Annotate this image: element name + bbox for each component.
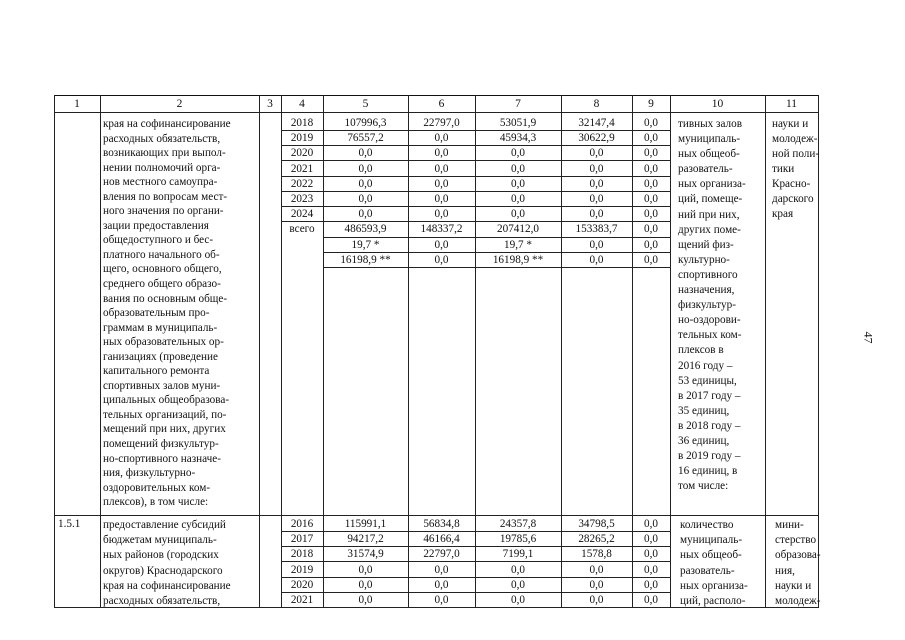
cell-c8: 32147,4: [578, 117, 615, 129]
row-sep: [281, 577, 670, 578]
cell-c9: 0,0: [644, 594, 658, 606]
cell-c8: 0,0: [589, 594, 604, 606]
cell-c7: 0,0: [511, 564, 525, 576]
cell-c6: 0,0: [434, 163, 449, 175]
cell-c6: 0,0: [434, 579, 449, 591]
header-col-5: 5: [362, 98, 369, 110]
cell-c8: 0,0: [589, 147, 604, 159]
cell-c8: 28265,2: [578, 533, 615, 545]
cell-c5: 107996,3: [344, 117, 387, 129]
cell-c9: 0,0: [644, 117, 658, 129]
row-sep: [281, 176, 670, 177]
row-sep: [281, 546, 670, 547]
cell-c7: 0,0: [511, 147, 525, 159]
cell-c8: 34798,5: [578, 518, 615, 530]
cell-c6: 22797,0: [423, 548, 460, 560]
cell-c9: 0,0: [644, 178, 658, 190]
cell-c9: 0,0: [644, 132, 658, 144]
page-number: 47: [861, 331, 876, 344]
header-col-7: 7: [515, 98, 521, 110]
row-sep: [281, 145, 670, 146]
cell-year: 2020: [290, 147, 314, 159]
cell-c7: 19,7 *: [504, 239, 532, 251]
responsible-executor: науки и молодеж- ной поли- тики Красно- дарского края: [772, 118, 820, 220]
header-col-4: 4: [299, 98, 305, 110]
cell-c5: 0,0: [358, 208, 373, 220]
responsible-executor-2: мини- стерство образова- ния, науки и молодеж-: [775, 519, 821, 608]
cell-c7: 45934,3: [499, 132, 537, 144]
cell-c8: 0,0: [589, 564, 604, 576]
header-col-6: 6: [438, 98, 445, 110]
cell-c9: 0,0: [644, 254, 658, 266]
cell-c5: 19,7 *: [351, 239, 380, 251]
row-sep: [323, 237, 670, 238]
row-sep: [281, 531, 670, 532]
cell-c5: 0,0: [358, 594, 373, 606]
cell-c6: 0,0: [434, 594, 449, 606]
table-top-border: [54, 95, 818, 96]
cell-year: 2018: [290, 117, 314, 129]
cell-c5: 0,0: [358, 193, 373, 205]
cell-c6: 0,0: [434, 239, 449, 251]
col-line-1: [100, 95, 101, 608]
cell-c6: 148337,2: [420, 223, 463, 235]
cell-c8: 0,0: [589, 208, 604, 220]
cell-c6: 0,0: [434, 208, 449, 220]
cell-c7: 24357,8: [499, 518, 537, 530]
cell-year: 2023: [290, 193, 314, 205]
cell-c9: 0,0: [644, 208, 658, 220]
cell-c8: 0,0: [589, 178, 604, 190]
header-col-1: 1: [74, 98, 80, 110]
cell-year: 2019: [290, 564, 314, 576]
cell-c8: 1578,8: [581, 548, 612, 560]
cell-c5: 486593,9: [344, 223, 387, 235]
header-bottom-border: [54, 112, 818, 113]
result-description-2: количество муниципаль- ных общеоб- разователь- ных организа- ций, располо-: [680, 519, 748, 608]
cell-year: 2018: [290, 548, 314, 560]
col-line-9: [670, 95, 671, 608]
cell-c7: 0,0: [511, 594, 525, 606]
cell-c9: 0,0: [644, 518, 658, 530]
row-sep: [281, 191, 670, 192]
cell-c7: 0,0: [511, 193, 525, 205]
cell-c5: 0,0: [358, 579, 373, 591]
cell-c5: 31574,9: [347, 548, 384, 560]
cell-c9: 0,0: [644, 564, 658, 576]
cell-c6: 0,0: [434, 178, 449, 190]
cell-c9: 0,0: [644, 163, 658, 175]
header-col-10: 10: [711, 98, 724, 110]
cell-c5: 0,0: [358, 147, 373, 159]
row-sep: [281, 221, 670, 222]
cell-c7: 0,0: [511, 579, 525, 591]
col-line-0: [54, 95, 55, 608]
col-line-10: [765, 95, 766, 608]
cell-c7: 0,0: [511, 163, 525, 175]
header-col-9: 9: [648, 98, 654, 110]
cell-year: 2022: [290, 178, 314, 190]
cell-c6: 0,0: [434, 147, 449, 159]
cell-c5: 0,0: [358, 163, 373, 175]
cell-c9: 0,0: [644, 193, 658, 205]
row-sep: [281, 561, 670, 562]
header-col-2: 2: [176, 98, 183, 110]
measure-description: края на софинансирование расходных обязательств, возникающих при выпол- нении полномочий орга- нов местного самоупра- вления по вопросам мест- ного значения по органи- зации предоставления общедоступного и бес- платного начального об- щего, основного общего, среднего общего образо- вания по основным обще- образовательным про- граммам в муниципаль- ных образовательных ор- ганизациях (проведение капитального ремонта спортивных залов муни- ципальных общеобразова- тельных организаций, по- мещений при них, других помещений физкультур- но-спортивного назначе- ния, физкультурно- оздоровительных ком- плексов), в том числе:: [103, 118, 231, 509]
cell-c8: 0,0: [589, 254, 604, 266]
cell-c9: 0,0: [644, 579, 658, 591]
cell-c7: 0,0: [511, 208, 525, 220]
col-line-2: [259, 95, 260, 608]
cell-year: 2016: [290, 518, 314, 530]
cell-c9: 0,0: [644, 147, 658, 159]
cell-c5: 94217,2: [347, 533, 384, 545]
cell-c7: 0,0: [511, 178, 525, 190]
cell-c9: 0,0: [644, 223, 658, 235]
cell-c5: 115991,1: [344, 518, 387, 530]
cell-c7: 53051,9: [499, 117, 537, 129]
header-col-8: 8: [593, 98, 600, 110]
row-sep: [323, 267, 670, 268]
cell-c6: 0,0: [434, 254, 449, 266]
row-sep: [281, 160, 670, 161]
cell-c5: 0,0: [358, 564, 373, 576]
cell-c7: 7199,1: [502, 548, 534, 560]
cell-c5: 16198,9 **: [340, 254, 391, 266]
row-sep: [281, 130, 670, 131]
cell-c6: 0,0: [434, 132, 449, 144]
row-sep: [281, 592, 670, 593]
row-sep: [323, 252, 670, 253]
cell-c9: 0,0: [644, 239, 658, 251]
cell-c7: 207412,0: [497, 223, 539, 235]
cell-year: всего: [289, 223, 315, 235]
cell-c9: 0,0: [644, 548, 658, 560]
cell-c6: 56834,8: [423, 518, 460, 530]
result-description: тивных залов муниципаль- ных общеоб- разователь- ных организа- ций, помеще- ний при них, других поме- щений физ- культурно- спортивного назначения, физкультур- но-оздорови- тельных ком- плексов в 2016 году – 53 единицы, в 2017 году – 35 единиц, в 2018 году – 36 единиц, в 2019 году – 16 единиц, в том числе:: [678, 118, 746, 493]
cell-c6: 22797,0: [423, 117, 460, 129]
cell-c8: 30622,9: [578, 132, 615, 144]
row-sep: [281, 206, 670, 207]
block-divider: [54, 515, 818, 516]
cell-c6: 0,0: [434, 564, 449, 576]
item-number: 1.5.1: [58, 518, 81, 530]
cell-c8: 0,0: [589, 193, 604, 205]
header-col-11: 11: [785, 98, 798, 110]
cell-c9: 0,0: [644, 533, 658, 545]
cell-c8: 0,0: [589, 579, 604, 591]
cell-c6: 0,0: [434, 193, 449, 205]
cell-c7: 19785,6: [499, 533, 537, 545]
header-col-3: 3: [267, 98, 273, 110]
cell-c6: 46166,4: [423, 533, 460, 545]
cell-year: 2020: [290, 579, 314, 591]
cell-c8: 153383,7: [575, 223, 618, 235]
cell-c8: 0,0: [589, 163, 604, 175]
cell-year: 2024: [290, 208, 314, 220]
cell-year: 2021: [290, 163, 314, 175]
measure-description-2: предоставление субсидий бюджетам муниципаль- ных районов (городских округов) Краснодарского края на софинансирование расходных обязательств,: [103, 519, 231, 608]
cell-year: 2021: [290, 594, 314, 606]
cell-c8: 0,0: [589, 239, 604, 251]
cell-year: 2019: [290, 132, 314, 144]
cell-c5: 76557,2: [347, 132, 384, 144]
cell-c7: 16198,9 **: [492, 254, 544, 266]
cell-c5: 0,0: [358, 178, 373, 190]
cell-year: 2017: [290, 533, 314, 545]
